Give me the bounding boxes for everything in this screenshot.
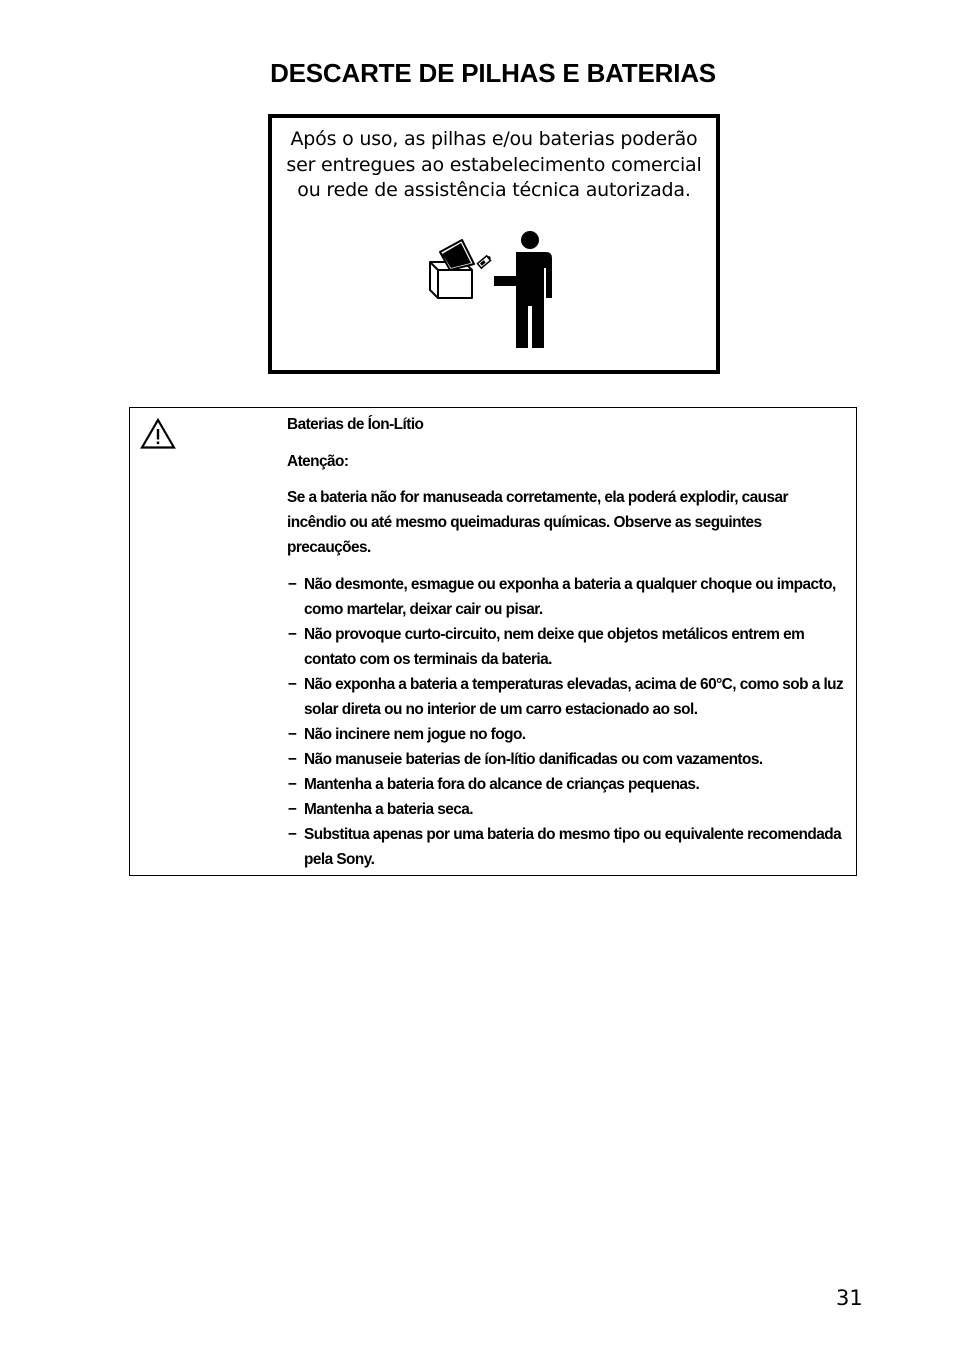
person-dropping-battery-in-bin-icon — [426, 230, 556, 355]
list-item — [287, 772, 849, 797]
precaution-text: Mantenha a bateria fora do alcance de crianças pequenas. — [304, 776, 700, 793]
bullet-dash: − — [288, 726, 297, 743]
list-item — [287, 672, 849, 722]
precaution-text: Substitua apenas por uma bateria do mesmo tipo ou equivalente recomendada pela Sony. — [304, 826, 842, 868]
bullet-dash: − — [288, 801, 297, 818]
warning-intro: Se a bateria não for manuseada corretamente, ela poderá explodir, causar incêndio ou até mesmo queimaduras químicas. Observe as seguintes precauções. — [287, 489, 788, 556]
bullet-dash: − — [288, 676, 297, 693]
list-item — [287, 722, 849, 747]
disposal-line: ser entregues ao estabelecimento comercial — [286, 153, 702, 176]
bullet-dash: − — [288, 751, 297, 768]
disposal-line: ou rede de assistência técnica autorizada. — [297, 179, 691, 201]
disposal-notice-box — [268, 114, 720, 374]
page-title: DESCARTE DE PILHAS E BATERIAS — [270, 58, 716, 88]
disposal-line: Após o uso, as pilhas e/ou baterias poderão — [290, 128, 698, 150]
warning-heading: Baterias de Íon-Lítio — [287, 416, 424, 433]
bullet-dash: − — [288, 626, 297, 643]
list-item — [287, 747, 849, 772]
list-item — [287, 572, 849, 622]
attention-label: Atenção: — [287, 453, 349, 470]
page-number: 31 — [836, 1286, 863, 1310]
precaution-text: Não incinere nem jogue no fogo. — [304, 726, 526, 743]
precaution-text: Não provoque curto-circuito, nem deixe que objetos metálicos entrem em contato com os terminais da bateria. — [304, 626, 805, 668]
list-item — [287, 622, 849, 672]
warning-triangle-icon — [140, 418, 176, 450]
disposal-notice-text — [272, 127, 716, 204]
bullet-dash: − — [288, 776, 297, 793]
bullet-dash: − — [288, 576, 297, 593]
bullet-dash: − — [288, 826, 297, 843]
precautions-list — [287, 572, 849, 872]
precaution-text: Não exponha a bateria a temperaturas elevadas, acima de 60°C, como sob a luz solar direta ou no interior de um carro estacionado ao sol. — [304, 676, 844, 718]
precaution-text: Mantenha a bateria seca. — [304, 801, 474, 818]
precaution-text: Não desmonte, esmague ou exponha a bateria a qualquer choque ou impacto, como martelar, deixar cair ou pisar. — [304, 576, 836, 618]
list-item — [287, 822, 849, 872]
precaution-text: Não manuseie baterias de íon-lítio danificadas ou com vazamentos. — [304, 751, 763, 768]
list-item — [287, 797, 849, 822]
battery-warning-table — [129, 407, 857, 876]
